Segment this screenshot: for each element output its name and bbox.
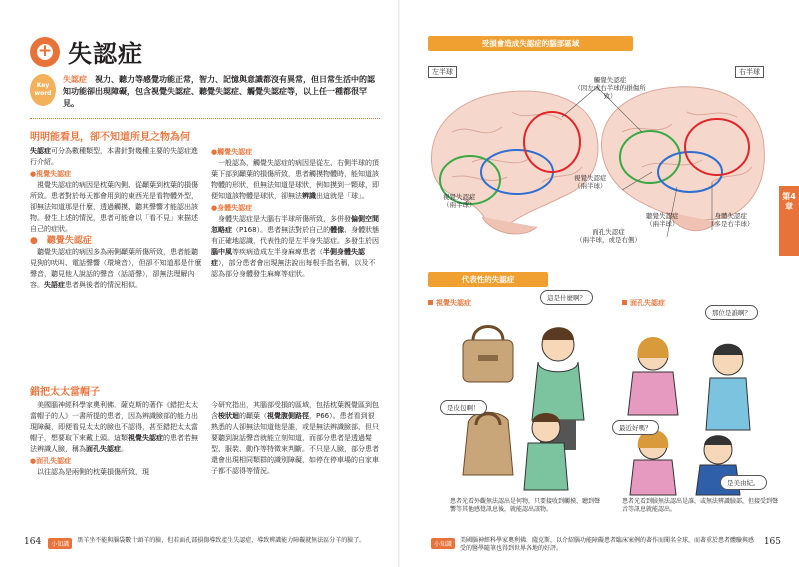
- label-auditory-title: 聽覺失認症: [646, 212, 679, 220]
- paragraph-tactile-a: 一般認為，觸覺失認症的病因是從左、右側半球的頂葉下部到顳葉的損傷所致，患者觸摸物體時，能知道該物體的形狀，但無法知道是球狀，例如摸到一顆球，即便知道該物體是球狀，卻無法: [211, 159, 379, 200]
- tip-badge-right: 小知識: [431, 538, 455, 549]
- label-visual-mid-note: （兩半球）: [574, 182, 607, 190]
- tip-badge-left: 小知識: [48, 538, 72, 549]
- speech-bubble-what: 這是什麼啊？: [540, 290, 593, 305]
- paragraph-visual: 視覺失認症的病因是枕葉內側、從顳葉到枕葉的損傷所致。患者對於每天都會用到的東西光是看物體外型，卻無法知道那是什麼，透過觸摸、聽其聲響才能認出該物。發生上述的情況，患者可能會以「看不見」來描述自己的症狀。: [30, 181, 198, 233]
- paragraph-body-bold-2: 體像: [330, 226, 345, 234]
- face-subheading-text: 面孔失認症: [630, 299, 665, 307]
- column-4: [211, 400, 381, 478]
- label-visual-left-note: （兩半球）: [443, 201, 476, 209]
- intro-text: 可分為數種類型，本書針對幾種主要的失認症進行介紹。: [30, 147, 198, 166]
- label-tactile: [574, 76, 646, 100]
- subheading-tactile: ●觸覺失認症: [211, 148, 253, 156]
- paragraph-face-cont: [211, 400, 381, 477]
- paragraph-face-cont-a: 今研究指出，其腦部受損的區域，包括枕葉親覺區到包含: [211, 401, 379, 420]
- page-number-right: 165: [763, 537, 781, 547]
- tip-text-left: 黑羊坐不能與腦袋數十頭羊的臉，但若面孔部損傷導致產生失認症，導致辨識能力障礙就無法區分羊的臉了。: [77, 537, 366, 544]
- label-body: [708, 212, 754, 228]
- plus-circle-icon: [30, 37, 60, 67]
- keyword-badge: Key word: [30, 74, 56, 106]
- speech-bubble-bag: 是皮包啊！: [440, 400, 487, 415]
- title-row: [30, 34, 143, 69]
- paragraph-face: 以往認為是兩側的枕葉損傷所致，現: [37, 468, 149, 476]
- keyword-box: [30, 70, 380, 112]
- label-auditory: [646, 212, 679, 228]
- footer-right: [431, 537, 781, 553]
- keyword-definition: [63, 74, 380, 110]
- intro-bold: 失認症: [30, 147, 51, 155]
- visual-subheading-text: 視覺失認症: [436, 299, 471, 307]
- subheading-visual: ●視覺失認症: [30, 170, 72, 178]
- label-auditory-note: （兩半球）: [646, 220, 679, 228]
- label-face-note: （兩半球，或是右側）: [576, 236, 641, 244]
- paragraph-body-c: 、身體狀態有正確地認識，代表性的是左半身失認症。多發生於因: [211, 226, 380, 245]
- left-brain: [431, 91, 597, 234]
- paragraph-face-cont-c: ，P66）。患者看到很熟悉的人卻無法知道他是誰，或是無法辨識臉部，但只要聽到說話聲音就能立刻知道，而部分患者是透過髮型、服裝、動作等特徵來判斷。不只是人臉，部分患者還會出現相同類群的識別障礙，如停在停車場的自家車子都不認得等情況。: [211, 412, 379, 475]
- man-thinking-illustration: [706, 344, 750, 430]
- paragraph-auditory-b: 患者與後者的情況相似。: [65, 281, 142, 289]
- column-2: [211, 146, 381, 281]
- paragraph-tactile-b: 出這就是「球」。: [316, 192, 369, 200]
- left-page: [0, 0, 399, 567]
- caption-face: 患者光看到臉無法認出是誰，或無法辨識臉部，但接受到聲音等訊息就能認出。: [622, 498, 779, 513]
- right-hemisphere-label: 右半球: [735, 66, 764, 78]
- subheading-face: ●面孔失認症: [30, 457, 72, 465]
- section-heading-1: 明明能看見，卻不知道所見之物為何: [30, 132, 190, 143]
- paragraph-body-b: （P168）。患者無法對於自己的: [232, 226, 331, 234]
- page-number-left: 164: [24, 537, 42, 547]
- paragraph-hat-bold: 視覺失認症: [128, 434, 163, 442]
- speech-bubble-hello: 最近好嗎？: [612, 420, 659, 435]
- page-title: 失認症: [68, 40, 143, 68]
- paragraph-auditory: [30, 247, 202, 291]
- keyword-term: 失認症: [63, 75, 87, 84]
- keyword-text: 視力、聽力等感覺功能正常，智力、記憶與意識都沒有異常，但日常生活中的認知功能卻出現障礙，包含視覺失認症、聽覺失認症、觸覺失認症等，以上任一種都很罕見。: [63, 75, 375, 108]
- intro-paragraph: [30, 146, 202, 168]
- paragraph-hat-bold-2: 面孔失認症: [86, 445, 121, 453]
- label-visual-mid-title: 視覺失認症: [574, 174, 607, 182]
- label-visual-mid: [574, 174, 607, 190]
- paragraph-body-e: ），部分患者會出現無法說出每根手指名稱，以及不認為部分身體發生麻痺等症狀。: [211, 259, 376, 278]
- chapter-tab: 第4章: [779, 186, 799, 256]
- label-visual-left: [443, 193, 476, 209]
- paragraph-body: [211, 214, 381, 280]
- brain-heading: 受損會造成失認症的腦部區域: [428, 36, 633, 51]
- label-face: [576, 228, 641, 244]
- paragraph-body-bold-3: 腦中風: [211, 248, 232, 256]
- paragraph-tactile: [211, 158, 381, 202]
- paragraph-body-bold-1: 偏側空間忽略症: [211, 215, 379, 234]
- paragraph-tactile-bold: 辨識: [302, 192, 316, 200]
- label-visual-left-title: 視覺失認症: [443, 193, 476, 201]
- paragraph-body-a: 身體失認症是大腦右半球所傷所致，多併發: [218, 215, 351, 223]
- label-tactile-note: （因左或右半球的損傷所致）: [574, 84, 646, 100]
- speech-bubble-who: 那位是誰啊？: [705, 305, 758, 320]
- speech-bubble-yumi: 是美由紀。: [720, 475, 767, 490]
- paragraph-hat-a: 美國腦神經科學家奧利佛．薩克斯的著作《錯把太太當帽子的人》一書所提的患者，因為辨識臉部的能力出現障礙，即便看見太太的臉也不認得，甚至錯把太太當帽子，想要取下來戴上頭。這類: [30, 401, 198, 442]
- label-body-title: 身體失認症: [714, 212, 747, 220]
- tip-text-right: 美國腦神經科學家奧利佛．薩克斯，以介紹腦功能障礙患者臨床案例的著作而聞名全球，而著重於患者體驗與感受的醫學隨筆也得到世界各地的好評。: [460, 537, 755, 552]
- label-body-note: （多是右半球）: [708, 220, 754, 228]
- paragraph-face-cont-bold: 梭狀迴: [218, 412, 239, 420]
- paragraph-body-d: 等疾病造成左半身麻痺患者（: [232, 248, 323, 256]
- representative-heading: 代表性的失認症: [428, 272, 548, 287]
- section-heading-2: 錯把太太當帽子: [30, 387, 100, 398]
- footer-left: [24, 537, 384, 549]
- divider: [30, 118, 380, 119]
- paragraph-face-cont-bold-2: 視覺腹側路徑: [267, 412, 309, 420]
- column-3: [30, 400, 202, 479]
- column-1: [30, 146, 202, 292]
- woman-portrait-illustration: [628, 337, 678, 415]
- handbag-illustration: [463, 327, 513, 383]
- paragraph-face-cont-b: 的顳葉（: [239, 412, 267, 420]
- right-brain: [601, 87, 764, 231]
- woman-bag-illustration: [463, 412, 568, 490]
- paragraph-hat-b: 的患者若無法辨識人臉，稱為: [30, 434, 198, 453]
- paragraph-hat: [30, 400, 202, 455]
- paragraph-auditory-a: 聽覺失認症的病因多為兩側顳葉所傷所致，患者能聽見狗的吠叫、電話聲響（環境音），但卻不知道那是什麼聲音，聽見他人說話的聲音（話語聲），卻無法理解內容。: [30, 248, 202, 289]
- caption-visual: 患者光看外觀無法認出是何物，只要接收到觸摸、聽到聲響等其他感覺訊息後，就能認出該物。: [450, 498, 601, 513]
- paragraph-hat-c: 。: [121, 445, 128, 453]
- paragraph-body-bold-4: 半側身體失認症: [211, 248, 365, 267]
- paragraph-auditory-bold: 失語症: [44, 281, 65, 289]
- right-page: [400, 0, 799, 567]
- left-hemisphere-label: 左半球: [428, 66, 457, 78]
- subheading-auditory: ● 聽覺失認症: [30, 236, 92, 246]
- label-tactile-title: 觸覺失認症: [593, 76, 627, 84]
- label-face-title: 面孔失認症: [592, 228, 625, 236]
- subheading-body: ●身體失認症: [211, 204, 253, 212]
